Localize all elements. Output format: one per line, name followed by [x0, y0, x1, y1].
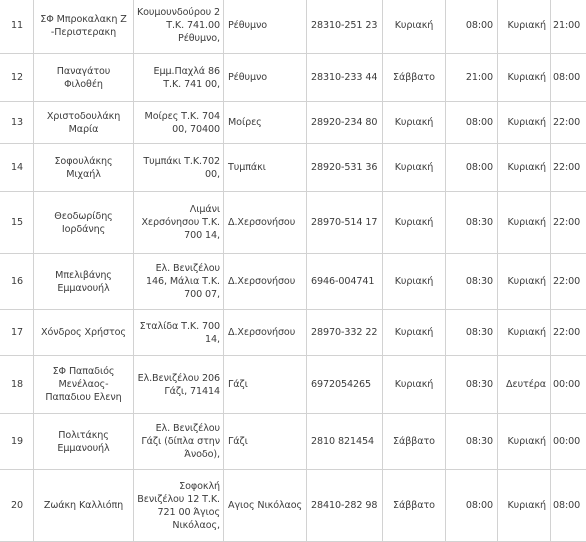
pharmacist-name: Σοφουλάκης Μιχαήλ: [34, 144, 134, 192]
table-row: [0, 254, 586, 310]
table-row: [0, 102, 586, 144]
table-row: [0, 54, 586, 102]
to-day: Κυριακή: [498, 254, 551, 310]
from-day: Κυριακή: [383, 254, 446, 310]
area: Τυμπάκι: [224, 144, 307, 192]
from-time: 08:30: [446, 254, 498, 310]
from-time: 08:30: [446, 310, 498, 356]
row-number: 16: [0, 254, 34, 310]
to-time: 21:00: [551, 0, 586, 54]
from-day: Κυριακή: [383, 192, 446, 254]
to-day: Κυριακή: [498, 54, 551, 102]
to-time: 08:00: [551, 470, 586, 542]
row-number: 15: [0, 192, 34, 254]
pharmacist-name: Χόνδρος Χρήστος: [34, 310, 134, 356]
table-row: [0, 192, 586, 254]
row-number: 18: [0, 356, 34, 414]
to-day: Κυριακή: [498, 470, 551, 542]
phone: 2810 821454: [307, 414, 383, 470]
row-number: 13: [0, 102, 34, 144]
address: Ελ.Βενιζέλου 206 Γάζι, 71414: [134, 356, 224, 414]
table-row: [0, 356, 586, 414]
to-day: Κυριακή: [498, 144, 551, 192]
phone: 6972054265: [307, 356, 383, 414]
to-day: Κυριακή: [498, 192, 551, 254]
to-time: 22:00: [551, 192, 586, 254]
from-time: 08:30: [446, 192, 498, 254]
to-time: 00:00: [551, 414, 586, 470]
area: Μοίρες: [224, 102, 307, 144]
table-row: [0, 414, 586, 470]
phone: 28310-251 23: [307, 0, 383, 54]
from-time: 21:00: [446, 54, 498, 102]
pharmacist-name: Πολιτάκης Εμμανουήλ: [34, 414, 134, 470]
to-day: Κυριακή: [498, 102, 551, 144]
row-number: 17: [0, 310, 34, 356]
pharmacist-name: Ζωάκη Καλλιόπη: [34, 470, 134, 542]
phone: 28920-234 80: [307, 102, 383, 144]
row-number: 12: [0, 54, 34, 102]
pharmacist-name: Μπελιβάνης Εμμανουήλ: [34, 254, 134, 310]
row-number: 14: [0, 144, 34, 192]
from-day: Σάββατο: [383, 54, 446, 102]
area: Δ.Χερσονήσου: [224, 254, 307, 310]
from-time: 08:00: [446, 0, 498, 54]
from-day: Κυριακή: [383, 0, 446, 54]
to-day: Δευτέρα: [498, 356, 551, 414]
phone: 28410-282 98: [307, 470, 383, 542]
to-time: 00:00: [551, 356, 586, 414]
to-time: 22:00: [551, 310, 586, 356]
to-time: 22:00: [551, 102, 586, 144]
row-number: 20: [0, 470, 34, 542]
address: Μοίρες Τ.Κ. 704 00, 70400: [134, 102, 224, 144]
from-time: 08:00: [446, 470, 498, 542]
to-day: Κυριακή: [498, 0, 551, 54]
row-number: 19: [0, 414, 34, 470]
from-time: 08:30: [446, 356, 498, 414]
pharmacist-name: Παναγάτου Φιλοθέη: [34, 54, 134, 102]
to-time: 08:00: [551, 54, 586, 102]
address: Εμμ.Παχλά 86 Τ.Κ. 741 00,: [134, 54, 224, 102]
pharmacist-name: Θεοδωρίδης Ιορδάνης: [34, 192, 134, 254]
pharmacist-name: ΣΦ Μπροκαλακη Ζ -Περιστερακη: [34, 0, 134, 54]
from-time: 08:00: [446, 102, 498, 144]
phone: 28920-531 36: [307, 144, 383, 192]
phone: 6946-004741: [307, 254, 383, 310]
area: Αγιος Νικόλαος: [224, 470, 307, 542]
from-day: Κυριακή: [383, 310, 446, 356]
pharmacist-name: Χριστοδουλάκη Μαρία: [34, 102, 134, 144]
address: Σταλίδα Τ.Κ. 700 14,: [134, 310, 224, 356]
area: Ρέθυμνο: [224, 54, 307, 102]
phone: 28970-332 22: [307, 310, 383, 356]
to-time: 22:00: [551, 254, 586, 310]
address: Σοφοκλή Βενιζέλου 12 Τ.Κ. 721 00 Άγιος Νικόλαος,: [134, 470, 224, 542]
from-day: Σάββατο: [383, 414, 446, 470]
from-day: Κυριακή: [383, 102, 446, 144]
phone: 28310-233 44: [307, 54, 383, 102]
row-number: 11: [0, 0, 34, 54]
to-day: Κυριακή: [498, 310, 551, 356]
to-time: 22:00: [551, 144, 586, 192]
pharmacist-name: ΣΦ Παπαδιός Μενέλαος-Παπαδιου Ελενη: [34, 356, 134, 414]
from-day: Κυριακή: [383, 144, 446, 192]
area: Ρέθυμνο: [224, 0, 307, 54]
area: Δ.Χερσονήσου: [224, 192, 307, 254]
from-day: Κυριακή: [383, 356, 446, 414]
phone: 28970-514 17: [307, 192, 383, 254]
address: Ελ. Βενιζέλου Γάζι (δίπλα στην Άνοδο),: [134, 414, 224, 470]
area: Γάζι: [224, 414, 307, 470]
from-time: 08:30: [446, 414, 498, 470]
table-row: [0, 0, 586, 54]
table-row: [0, 310, 586, 356]
address: Κουμουνδούρου 2 Τ.Κ. 741.00 Ρέθυμνο,: [134, 0, 224, 54]
to-day: Κυριακή: [498, 414, 551, 470]
area: Γάζι: [224, 356, 307, 414]
from-time: 08:00: [446, 144, 498, 192]
address: Τυμπάκι Τ.Κ.702 00,: [134, 144, 224, 192]
address: Λιμάνι Χερσόνησου Τ.Κ. 700 14,: [134, 192, 224, 254]
from-day: Σάββατο: [383, 470, 446, 542]
table-row: [0, 144, 586, 192]
area: Δ.Χερσονήσου: [224, 310, 307, 356]
address: Ελ. Βενιζέλου 146, Μάλια Τ.Κ. 700 07,: [134, 254, 224, 310]
